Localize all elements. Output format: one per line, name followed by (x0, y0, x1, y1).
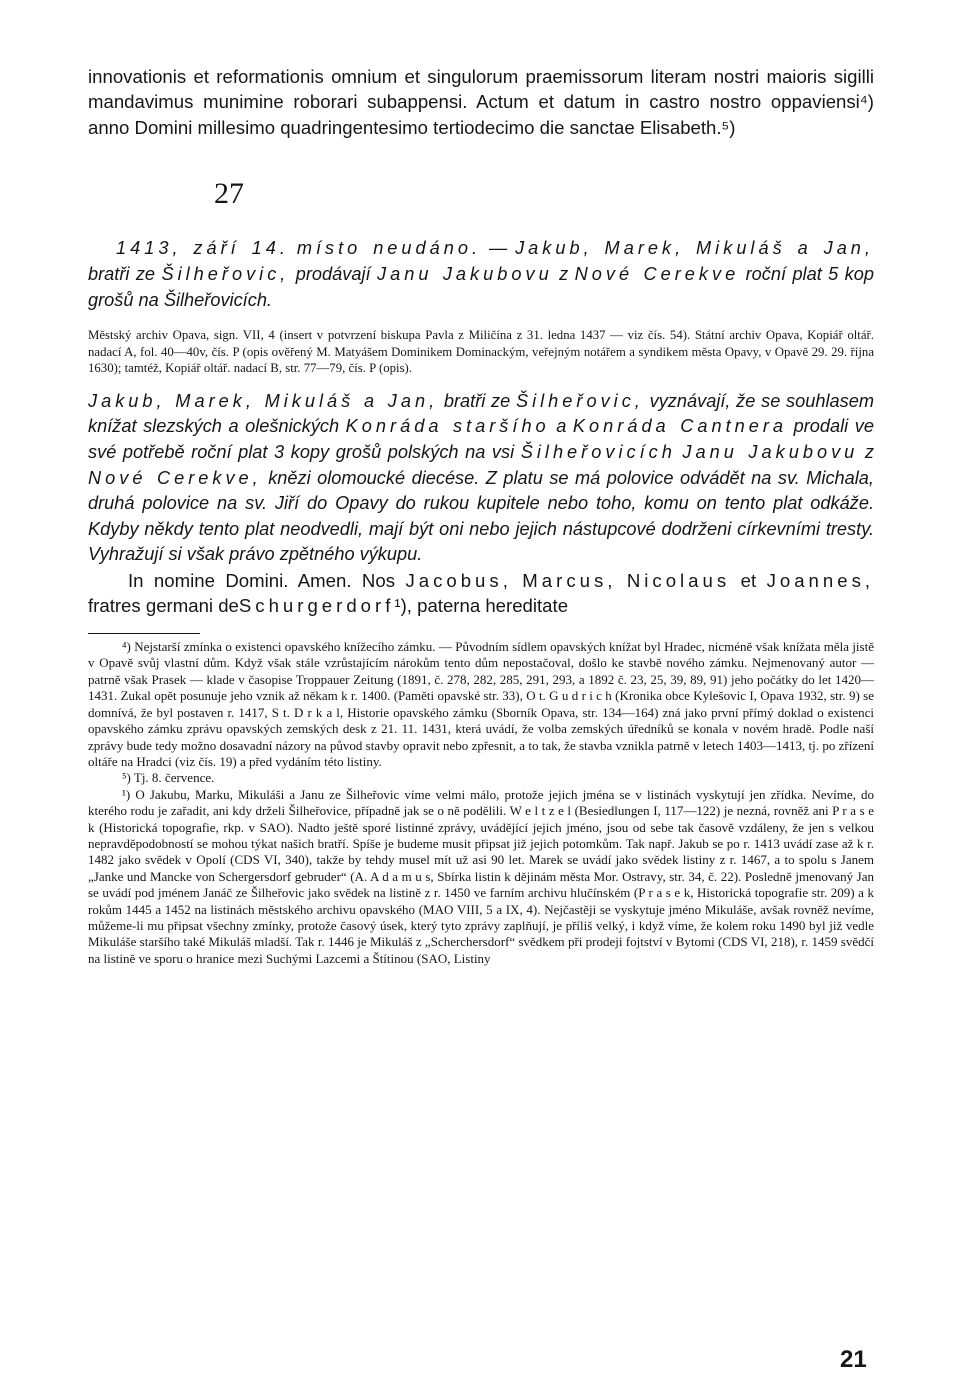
regest-origin: Nové Cerekve, (88, 467, 262, 488)
footnote-4: ⁴) Nejstarší zmínka o existenci opavského knížecího zámku. — Původním sídlem opavských knížat byl Hradec, nicméně však knížata měla jistě v Opavě svůj vlastní dům. Když však stále vzrůstajícím nárokům tento dům nepostačoval, došlo ke stavbě nového zámku. Nejmenovaný autor — patrně však Prasek — klade v časopise Troppauer Zeitung (1891, č. 278, 282, 285, 291, 293, a 1892 č. 23, 25, 39, 89, 91) jeho počátky do let 1420—1431. Zukal opět posunuje jeho vznik až někam k r. 1400. (Paměti opavské str. 33), O t. G u d r i c h (Kronika obce Kylešovic I, Opava 1932, str. 9) se domnívá, že byl postaven r. 1417, S t. D r k a l, Historie opavského zámku (Sborník Opava, str. 134—164) zná jako první přímý doklad o existenci opavského zámku zprávu opavských zemských desk z 21. 11. 1431, která uvádí, že volba zemských úředníků se konala v novém hradě. Podle naší zprávy bude tedy možno dosavadní názory na původ stavby opravit nebo zpřesnit, a to tak, že stavba vznikla patrně v letech 1403—1413, tj. po zřízení oltáře na Hradci (viz čís. 19) a před vydáním této listiny. (88, 639, 874, 769)
regest-text-2: vyznávají, že se souhlasem knížat slezských a olešnických (88, 390, 874, 437)
regest-text-1: bratři ze (443, 390, 511, 411)
heading-origin: Nové Cerekve (574, 264, 740, 285)
heading-date: 1413, září 14. (116, 238, 289, 259)
regest-names: Jakub, Marek, Mikuláš a Jan, (88, 390, 439, 411)
latin-name-2: Marcus, (522, 569, 617, 591)
latin-text-2: et (740, 569, 757, 591)
heading-place: místo neudáno. (296, 238, 482, 259)
heading-dash: — (488, 238, 508, 259)
regest-text-6: knězi olomoucké diecése. Z platu se má polovice odvádět na sv. Michala, druhá polovice na sv. Jiří do Opavy do rukou kupitele nebo toho, komu on tento plat odkáže. Kdyby někdy tento plat neodvedli, mají být oni nebo jejich nástupcové dodrženi církevními tresty. Vyhražují si však právo zpětného výkupu. (88, 467, 874, 565)
archive-note (88, 327, 874, 377)
heading-recipient: Janu Jakubovu (377, 264, 553, 285)
heading-place-name: Šilheřovic, (161, 264, 290, 285)
page-content (88, 64, 874, 967)
footnotes (88, 639, 874, 967)
archive-note-text: Městský archiv Opava, sign. VII, 4 (insert v potvrzení biskupa Pavla z Miličína z 31. ledna 1437 — viz čís. 54). Státní archiv Opava, Kopiář oltář. nadací A, fol. 40—40v, čís. P (opis ověřený M. Matyášem Dominikem Dominackým, veřejným notářem a syndikem města Opavy, v Opavě 29. 29. října 1630); tamtéž, Kopiář oltář. nadací B, str. 77—79, čís. P (opis). (88, 328, 874, 376)
regest-text-3: a (556, 416, 567, 437)
heading-text-4: roční plat 5 kop grošů na Šilheřovicích. (88, 264, 874, 311)
heading-names: Jakub, Marek, Mikuláš a Jan, (515, 238, 874, 259)
document-number: 27 (214, 177, 244, 211)
regest-text-4: prodali ve své potřebě roční plat 3 kopy grošů polských na vsi (88, 416, 874, 462)
heading-text-2: prodávají (295, 264, 371, 285)
regest-village: Šilheřovicích (520, 441, 676, 462)
regest-text-5: z (864, 441, 874, 462)
latin-name-3: Nicolaus (626, 569, 731, 591)
document-heading (88, 235, 874, 313)
regest-recipient: Janu Jakubovu (682, 441, 859, 462)
carryover-latin-text: innovationis et reformationis omnium et singulorum praemissorum literam nostri maioris sigilli mandavimus munimine roborari subappensi. Actum et datum in castro nostro oppaviensi⁴) anno Domini millesimo quadringentesimo tertiodecimo die sanctae Elisabeth.⁵) (88, 66, 874, 138)
page-number: 21 (840, 1346, 867, 1373)
regest-place: Šilheřovic, (515, 390, 644, 411)
footnote-divider (88, 633, 200, 634)
latin-text-1: In nomine Domini. Amen. Nos (128, 569, 395, 591)
latin-text-4: ¹), paterna hereditate (394, 595, 569, 617)
latin-text-3: fratres germani de (88, 595, 239, 617)
regest-paragraph (88, 389, 874, 568)
latin-name-4: Joannes, (766, 569, 875, 591)
latin-name-1: Jacobus, (405, 569, 512, 591)
latin-place: Schurgerdorf (238, 595, 395, 617)
footnote-1: ¹) O Jakubu, Marku, Mikuláši a Janu ze Šilheřovic víme velmi málo, protože jejich jména se v listinách vyskytují jen zřídka. Nevíme, do kterého rodu je zařadit, ani kdy drželi Šilheřovice, případně jak se o ně podělili. W e l t z e l (Besiedlungen I, 117—122) je nezná, rovněž ani P r a s e k (Historická topografie, rkp. v SAO). Nadto ještě sporé listinné zprávy, uvádějící jejich jméno, jsou od sebe tak časově vzdáleny, že jen s velkou nepravděpodobností se mohou týkat našich bratří. Spíše je budeme musit připsat již jejich potomkům. Tak např. Jakub se po r. 1413 uvádí zase až k r. 1482 jako svědek v Opolí (CDS VI, 340), takže by tehdy musel mít už asi 90 let. Marek se uvádí jako svědek listiny z r. 1467, a to spolu s Janem „Janke und Mancke von Schergersdorf gebruder“ (A. A d a m u s, Sbírka listin k dějinám města Mor. Ostravy, str. 34, č. 22). Posledně jmenovaný Jan se uvádí pod jménem Janáč ze Šilheřovic jako svědek na listině z r. 1450 ve farním archivu hlučínském (P r a s e k, Historická topografie str. 209) a k rokům 1445 a 1452 na listinách městského archivu opavského (MAO VIII, 5 a IX, 4). Nejčastěji se vyskytuje jméno Mikuláše, avšak rovněž nevíme, můžeme-li mu připsat všechny zmínky, protože časový úsek, který tyto zprávy zaplňují, je příliš velký, i když víme, že kolem roku 1490 byl již vedle Mikuláše staršího také Mikuláš mladší. Tak r. 1446 je Mikuláš z „Scherchersdorf“ svědkem při prodeji fojtství v Bytomi (CDS VI, 218), r. 1459 svědčí na listině ve sporu o hranice mezi Suchými Lazcemi a Štítinou (SAO, Listiny (88, 786, 874, 966)
latin-text-start (88, 568, 874, 619)
footnote-5: ⁵) Tj. 8. července. (122, 770, 215, 786)
heading-text-3: z (559, 264, 569, 285)
regest-duke-1: Konráda staršího (345, 416, 550, 437)
regest-duke-2: Konráda Cantnera (572, 416, 788, 437)
heading-text-1: bratři ze (88, 264, 156, 285)
